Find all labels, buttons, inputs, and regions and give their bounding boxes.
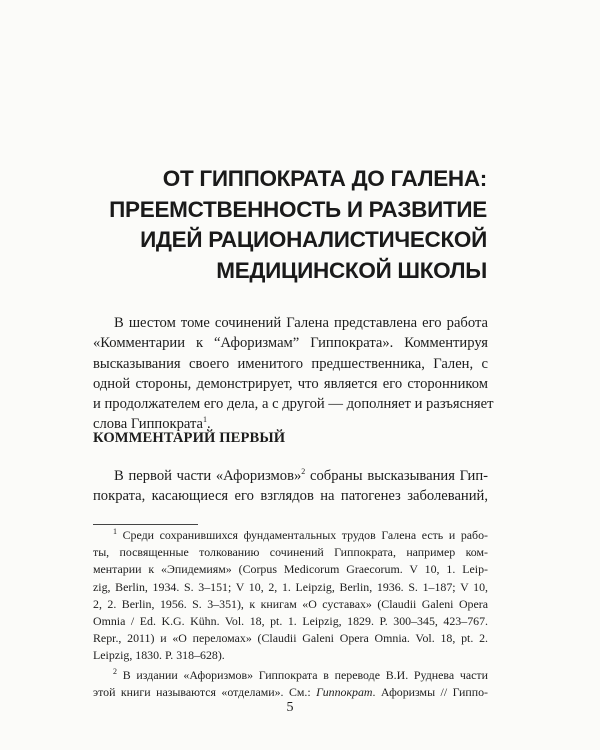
paragraph-line: высказывания своего именитого предшественника, Гален, с [93,355,488,372]
chapter-title-line: ИДЕЙ РАЦИОНАЛИСТИЧЕСКОЙ [140,227,487,252]
footnotes [93,527,488,701]
footnote-line: ментарии к «Эпидемиям» (Corpus Medicorum Graecorum. V 10, 1. Leip- [93,562,488,577]
footnote-text: этой книги называются «отделами». См.: [93,684,317,699]
footnote-line: ты, посвященные толкованию сочинений Гиппократа, например ком- [93,545,488,560]
chapter-title-line: ПРЕЕМСТВЕННОСТЬ И РАЗВИТИЕ [109,196,487,222]
paragraph-line: В шестом томе сочинений Галена представлена его работа [114,315,488,331]
footnote-line: Omnia / Ed. K.G. Kühn. Vol. 18, pt. 1. Leipzig, 1829. P. 300–345, 423–767. [93,614,488,629]
chapter-title-line: МЕДИЦИНСКОЙ ШКОЛЫ [216,257,487,283]
footnote-line: Leipzig, 1830. P. 318–628). [93,648,225,663]
paragraph-line [93,466,488,486]
footnote-line: zig, Berlin, 1934. S. 3–151; V 10, 2, 1. Leipzig, Berlin, 1936. S. 1–187; V 10, [93,579,488,594]
footnote-author: Гиппократ [316,684,373,699]
chapter-title [95,164,487,286]
footnote-line [93,527,488,544]
chapter-title-line: ОТ ГИППОКРАТА ДО ГАЛЕНА: [162,166,487,191]
footnote-line [93,667,488,684]
footnote-number: 1 [113,527,117,537]
footnote-number: 2 [113,666,117,676]
page-number: 5 [286,700,294,715]
paragraph-line: пократа, касающиеся его взглядов на патогенез заболеваний, [93,488,488,505]
paragraph-text: слова Гиппократа [93,416,204,433]
footnote-text: В издании «Афоризмов» Гиппократа в переводе В.И. Руднева части [122,667,488,682]
section-paragraph [93,466,488,507]
footnote-reference: 1 [203,415,208,425]
paragraph-line: слова Гиппократа$^1$. [93,415,211,433]
footnote-reference: 2 [301,467,306,477]
footnote-line: Repr., 2011) и «О переломах» (Claudii Galeni Opera Omnia. Vol. 18, pt. 2. [93,631,488,646]
paragraph-line: «Комментарии к “Афоризмам” Гиппократа». Комментируя [93,335,488,352]
section-heading: КОММЕНТАРИЙ ПЕРВЫЙ [93,430,286,446]
paragraph-line: одной стороны, демонстрирует, что является его сторонником [93,375,488,392]
footnote-line [93,684,488,701]
paragraph-text: В первой части «Афоризмов» [114,468,302,484]
footnote-divider [93,524,198,525]
paragraph-line: и продолжателем его дела, а с другой — дополняет и разъясняет [93,396,494,413]
footnote-text: Среди сохранившихся фундаментальных трудов Галена есть и рабо- [122,528,488,542]
intro-paragraph [93,313,494,435]
footnote-text: . Афоризмы // Гиппо- [372,684,488,699]
paragraph-text: собраны высказывания Гип- [305,468,488,484]
footnote-line: 2, 2. Berlin, 1956. S. 3–351), к книгам «О суставах» (Claudii Galeni Opera [93,596,488,611]
